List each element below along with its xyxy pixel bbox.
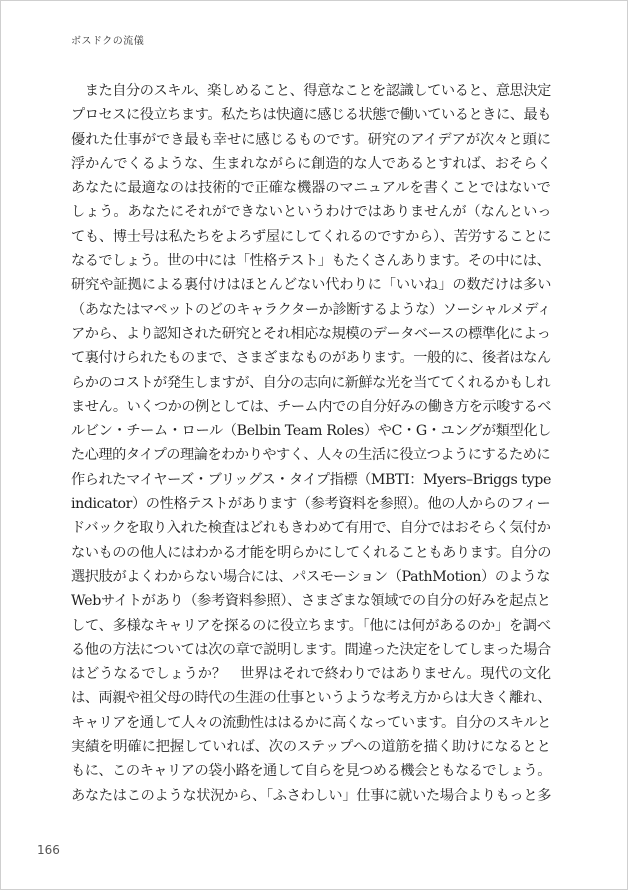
text-line: indicator）の性格テストがあります（参考資料を参照）。他の人からのフィー xyxy=(71,496,551,513)
text-line: して、多様なキャリアを探るのに役立ちます。「他には何があるのか」を調べ xyxy=(71,617,551,634)
text-line: プロセスに役立ちます。私たちは快適に感じる状態で働いているときに、最も xyxy=(71,107,551,124)
text-line: もに、このキャリアの袋小路を通して自らを見つめる機会ともなるでしょう。 xyxy=(71,763,551,780)
text-line: （あなたはマペットのどのキャラクターか診断するような）ソーシャルメディ xyxy=(71,301,551,318)
text-line: あなたはこのような状況から、「ふさわしい」仕事に就いた場合よりもっと多 xyxy=(71,787,552,804)
text-line: しょう。あなたにそれができないというわけではありませんが（なんといっ xyxy=(71,204,552,221)
text-line: 浮かんでくるような、生まれながらに創造的な人であるとすれば、おそらく xyxy=(71,155,552,172)
text-line: アから、より認知された研究とそれ相応な規模のデータベースの標準化によっ xyxy=(71,325,551,342)
text-line: た心理的タイプの理論をわかりやすく、人々の生活に役立つようにするために xyxy=(71,447,551,464)
text-line: 選択肢がよくわからない場合には、パスモーション（PathMotion）のような xyxy=(71,568,551,585)
text-line: ても、博士号は私たちをよろず屋にしてくれるのですから）、苦労することに xyxy=(71,228,552,245)
page-number: 166 xyxy=(37,843,60,857)
text-line: ません。いくつかの例としては、チーム内での自分好みの働き方を示唆するベ xyxy=(71,398,551,415)
text-line: は、両親や祖父母の時代の生涯の仕事というような考え方からは大きく離れ、 xyxy=(71,690,551,707)
text-line: また自分のスキル、楽しめること、得意なことを認識していると、意思決定 xyxy=(71,83,551,99)
body-paragraph xyxy=(71,79,551,808)
running-header: ボスドクの流儀 xyxy=(71,36,145,47)
text-line: 実績を明確に把握していれば、次のステップへの道筋を描く助けになるとと xyxy=(71,739,551,756)
text-line: Webサイトがあり（参考資料参照）、さまざまな領域での自分の好みを起点と xyxy=(71,593,551,610)
text-line: る他の方法については次の章で説明します。間違った決定をしてしまった場合 xyxy=(71,641,551,658)
text-line: ないものの他人にはわかる才能を明らかにしてくれることもあります。自分の xyxy=(71,544,551,561)
text-line: 研究や証拠による裏付けはほとんどない代わりに「いいね」の数だけは多い xyxy=(71,277,552,294)
text-line: ドバックを取り入れた検査はどれもきわめて有用で、自分ではおそらく気付か xyxy=(71,520,551,537)
text-line: あなたに最適なのは技術的で正確な機器のマニュアルを書くことではないで xyxy=(71,180,551,197)
text-line: ルビン・チーム・ロール（Belbin Team Roles）やC・G・ユングが類型化し xyxy=(71,423,552,440)
text-line: 優れた仕事ができ最も幸せに感じるものです。研究のアイデアが次々と頭に xyxy=(71,131,551,148)
text-line: なるでしょう。世の中には「性格テスト」もたくさんあります。その中には、 xyxy=(71,253,551,270)
text-line: はどうなるでしょうか？ 世界はそれで終わりではありません。現代の文化 xyxy=(71,666,551,683)
text-line: て裏付けられたものまで、さまざまなものがあります。一般的に、後者はなん xyxy=(71,350,551,367)
text-line: キャリアを通して人々の流動性ははるかに高くなっています。自分のスキルと xyxy=(71,714,551,731)
text-line: らかのコストが発生しますが、自分の志向に新鮮な光を当ててくれるかもしれ xyxy=(71,374,551,391)
text-line: 作られたマイヤーズ・ブリッグス・タイプ指標（MBTI：Myers–Briggs type xyxy=(71,471,551,488)
